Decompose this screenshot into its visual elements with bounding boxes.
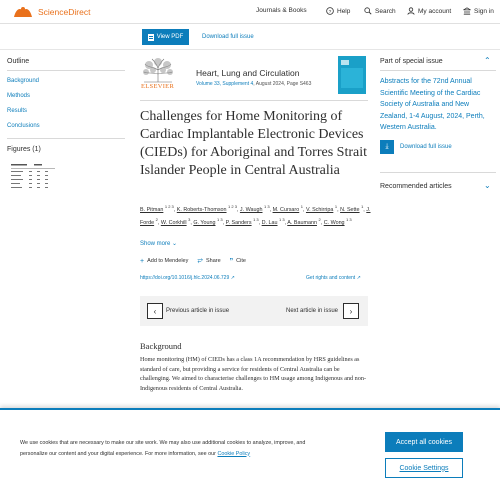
show-more-button[interactable]: Show more ⌄: [140, 241, 178, 247]
chevron-up-icon[interactable]: ⌃: [484, 56, 491, 65]
next-article-button[interactable]: [343, 303, 359, 319]
author-name[interactable]: A. Baumann $^2$: [287, 217, 321, 227]
svg-text:?: ?: [328, 10, 332, 15]
figures-heading: Figures (1): [7, 146, 41, 153]
rights-link[interactable]: Get rights and content ↗: [306, 275, 361, 281]
issue-date: , August 2024, Page S463: [253, 81, 312, 87]
chevron-down-icon: ⌄: [172, 241, 178, 247]
download-full-issue-link[interactable]: Download full issue: [202, 34, 254, 40]
cite-button[interactable]: ” Cite: [229, 257, 246, 265]
journal-issue-info: [196, 81, 311, 87]
chevron-down-icon[interactable]: ⌄: [484, 181, 491, 190]
cookie-settings-button[interactable]: Cookie Settings: [385, 458, 463, 478]
chevron-left-icon: ‹: [153, 306, 157, 316]
journal-cover-image[interactable]: [338, 56, 366, 94]
outline-item-results[interactable]: Results: [7, 108, 28, 114]
top-navigation: [0, 0, 500, 24]
external-link-icon: ↗: [230, 275, 235, 281]
author-name[interactable]: N. Sette $^1$: [340, 204, 364, 213]
sign-in-link[interactable]: Sign in: [463, 7, 494, 15]
cookie-message: We use cookies that are necessary to make our site work. We may also use additional cookies to analyze, improve, and personalize our content and your digital experience. For more information, see our Cookie Policy: [20, 440, 306, 457]
header-divider: [140, 100, 368, 101]
help-icon: [326, 7, 334, 15]
author-name[interactable]: M. Cursaro $^1$: [272, 204, 303, 213]
doi-link[interactable]: https://doi.org/10.1016/j.hlc.2024.06.729 ↗: [140, 275, 235, 281]
abstract-paragraph: Home monitoring (HM) of CIEDs has a class 1A recommendation by HRS guidelines as standard of care, but providing a service for residents of Central Australia can be challenging. We aimed to characterise challenges to HM usage among Indigenous and non-Indigenous residents of Central Australia.: [140, 356, 367, 392]
figure-thumbnail[interactable]: [7, 161, 57, 195]
outline-heading: Outline: [7, 58, 30, 65]
cookie-policy-link[interactable]: Cookie Policy: [217, 450, 251, 457]
special-issue-link[interactable]: Abstracts for the 72nd Annual Scientific Meeting of the Cardiac Society of Australia and New Zealand, 1-4 August, 2024, Perth, Western Australia.: [380, 78, 485, 131]
share-icon: ⥂: [197, 257, 203, 264]
volume-link[interactable]: Volume 33, Supplement 4: [196, 81, 254, 87]
author-list: B. Pitman $^{1 2 3}$, K. Roberts-Thomson $^{1 2 3}$, J. Waugh $^{1 3}$, M. Cursaro $^1$, V. Schirripa $^1$, N. Sette $^1$, J. Forde $^2$, W. Corkhill $^3$, G. Young $^{1 3}$, P. Sanders $^{1 3}$, D. Lau $^{1 3}$, A. Baumann $^2$, C. Wong $^{1 3}$: [140, 204, 371, 227]
search-link[interactable]: Search: [364, 7, 396, 15]
help-link[interactable]: ? Help: [326, 7, 350, 15]
accept-cookies-button[interactable]: Accept all cookies: [385, 432, 463, 452]
author-name[interactable]: W. Corkhill $^3$: [160, 217, 191, 227]
article-title: Challenges for Home Monitoring of Cardiac Implantable Electronic Devices (CIEDs) for Aboriginal and Torres Strait Islander People in Central Australia: [140, 109, 367, 178]
quote-icon: ”: [229, 257, 234, 265]
article-tools: [140, 257, 246, 265]
author-name[interactable]: J. Waugh $^{1 3}$: [239, 204, 270, 213]
outline-item-methods[interactable]: Methods: [7, 93, 31, 99]
my-account-link[interactable]: My account: [407, 7, 451, 15]
outline-item-conclusions[interactable]: Conclusions: [7, 123, 40, 129]
author-name[interactable]: P. Sanders $^{1 3}$: [225, 217, 259, 227]
previous-article-button[interactable]: [147, 303, 163, 319]
plus-icon: +: [140, 257, 145, 265]
author-name[interactable]: V. Schirripa $^1$: [305, 204, 338, 213]
pdf-icon: [148, 34, 154, 41]
user-icon: [407, 7, 415, 15]
outline-divider: [7, 70, 125, 71]
chevron-right-icon: ›: [349, 306, 353, 316]
institution-icon: [463, 7, 471, 15]
outline-divider: [7, 138, 125, 139]
sciencedirect-logo-icon[interactable]: [12, 5, 34, 19]
add-to-mendeley-button[interactable]: + Add to Mendeley: [140, 257, 189, 265]
share-button[interactable]: ⥂ Share: [197, 257, 221, 264]
view-pdf-button[interactable]: View PDF: [142, 29, 189, 45]
brand-name[interactable]: ScienceDirect: [38, 7, 91, 17]
outline-item-background[interactable]: Background: [7, 78, 40, 84]
sidebar-divider: [380, 172, 496, 173]
search-icon: [364, 7, 372, 15]
next-article-label[interactable]: Next article in issue: [286, 308, 339, 314]
section-heading-background: Background: [140, 341, 182, 351]
previous-article-label[interactable]: Previous article in issue: [166, 308, 230, 314]
journals-books-link[interactable]: Journals & Books: [256, 7, 307, 14]
recommended-articles-heading: Recommended articles: [380, 183, 452, 190]
author-name[interactable]: G. Young $^{1 3}$: [193, 217, 223, 227]
author-name[interactable]: J. Forde $^2$: [140, 206, 371, 227]
author-name[interactable]: K. Roberts-Thomson $^{1 2 3}$: [176, 204, 237, 213]
journal-title[interactable]: Heart, Lung and Circulation: [196, 68, 300, 78]
author-name[interactable]: C. Wong $^{1 3}$: [323, 217, 352, 227]
special-issue-divider: [380, 70, 496, 71]
elsevier-wordmark[interactable]: ELSEVIER: [141, 83, 175, 90]
author-name[interactable]: D. Lau $^{1 3}$: [261, 217, 285, 227]
download-icon[interactable]: ⤓: [380, 140, 394, 154]
special-issue-download-link[interactable]: Download full issue: [400, 144, 452, 150]
author-name[interactable]: B. Pitman $^{1 2 3}$: [140, 204, 174, 213]
special-issue-heading: Part of special issue: [380, 58, 443, 65]
external-link-icon: ↗: [356, 275, 361, 281]
